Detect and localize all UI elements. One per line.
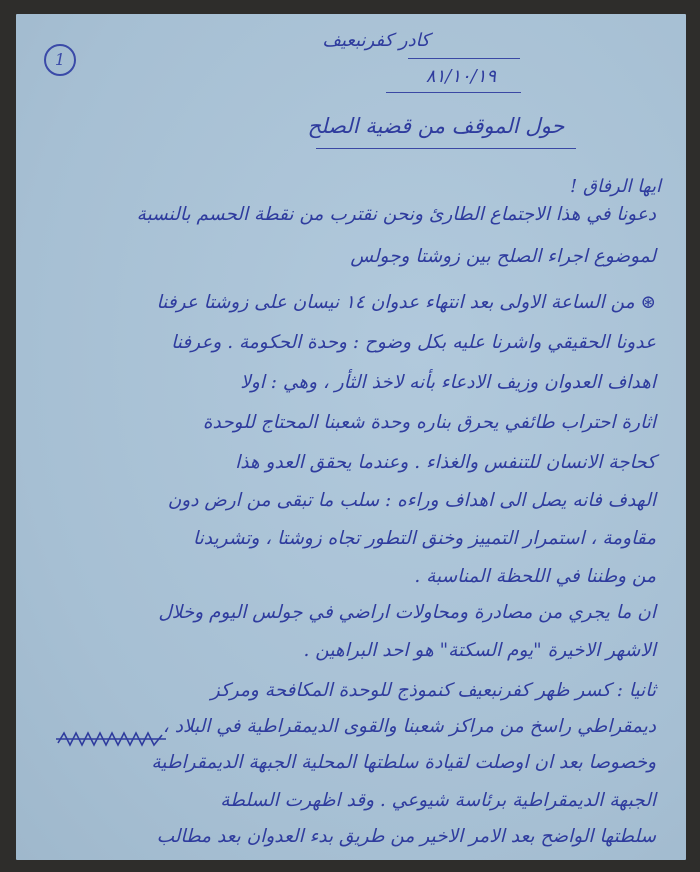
body-line: اهداف العدوان وزيف الادعاء بأنه لاخذ الثأر ، وهي : اولا xyxy=(240,372,656,393)
body-line: ان ما يجري من مصادرة ومحاولات اراضي في جولس اليوم وخلال xyxy=(158,602,656,623)
body-line: وخصوصا بعد ان اوصلت لقيادة سلطتها المحلية الجبهة الديمقراطية xyxy=(151,752,656,773)
greeting: ايها الرفاق ! xyxy=(570,176,661,197)
paper-sheet xyxy=(16,14,686,860)
scribble-strikeout xyxy=(56,729,166,749)
body-line: ديمقراطي راسخ من مراكز شعبنا والقوى الديمقراطية في البلاد ، xyxy=(162,716,656,737)
title-rule xyxy=(316,148,576,149)
body-line: كحاجة الانسان للتنفس والغذاء . وعندما يحقق العدو هذا xyxy=(235,452,656,473)
body-line: دعونا في هذا الاجتماع الطارئ ونحن نقترب من نقطة الحسم بالنسبة xyxy=(136,204,656,225)
body-line: مقاومة ، استمرار التمييز وخنق التطور تجاه زوشتا ، وتشريدنا xyxy=(192,528,656,549)
body-line: ثانيا : كسر ظهر كفرنبعيف كنموذج للوحدة المكافحة ومركز xyxy=(210,680,656,701)
body-line: الجبهة الديمقراطية برئاسة شيوعي . وقد اظهرت السلطة xyxy=(220,790,656,811)
body-line: اثارة احتراب طائفي يحرق بناره وحدة شعبنا المحتاج للوحدة xyxy=(202,412,656,433)
body-line: ⊛ من الساعة الاولى بعد انتهاء عدوان ١٤ نيسان على زوشتا عرفنا xyxy=(156,292,656,313)
body-line: عدونا الحقيقي واشرنا عليه بكل وضوح : وحدة الحكومة . وعرفنا xyxy=(171,332,656,353)
date-rule xyxy=(386,92,521,93)
body-line: الاشهر الاخيرة "يوم السكتة" هو احد البراهين . xyxy=(303,640,656,661)
author-line: كادر كفرنبعيف xyxy=(322,30,430,51)
date-line: ٨١/١٠/١٩ xyxy=(425,66,497,87)
body-line: سلطتها الواضح بعد الامر الاخير من طريق بدء العدوان بعد مطالب xyxy=(156,826,656,847)
page-number-circle: 1 xyxy=(44,44,76,76)
body-line: الهدف فانه يصل الى اهداف وراءه : سلب ما تبقى من ارض دون xyxy=(167,490,656,511)
body-line: من وطننا في اللحظة المناسبة . xyxy=(414,566,656,587)
author-rule xyxy=(408,58,520,59)
document-title: حول الموقف من قضية الصلح xyxy=(307,114,565,138)
body-line: لموضوع اجراء الصلح بين زوشتا وجولس xyxy=(350,246,656,267)
